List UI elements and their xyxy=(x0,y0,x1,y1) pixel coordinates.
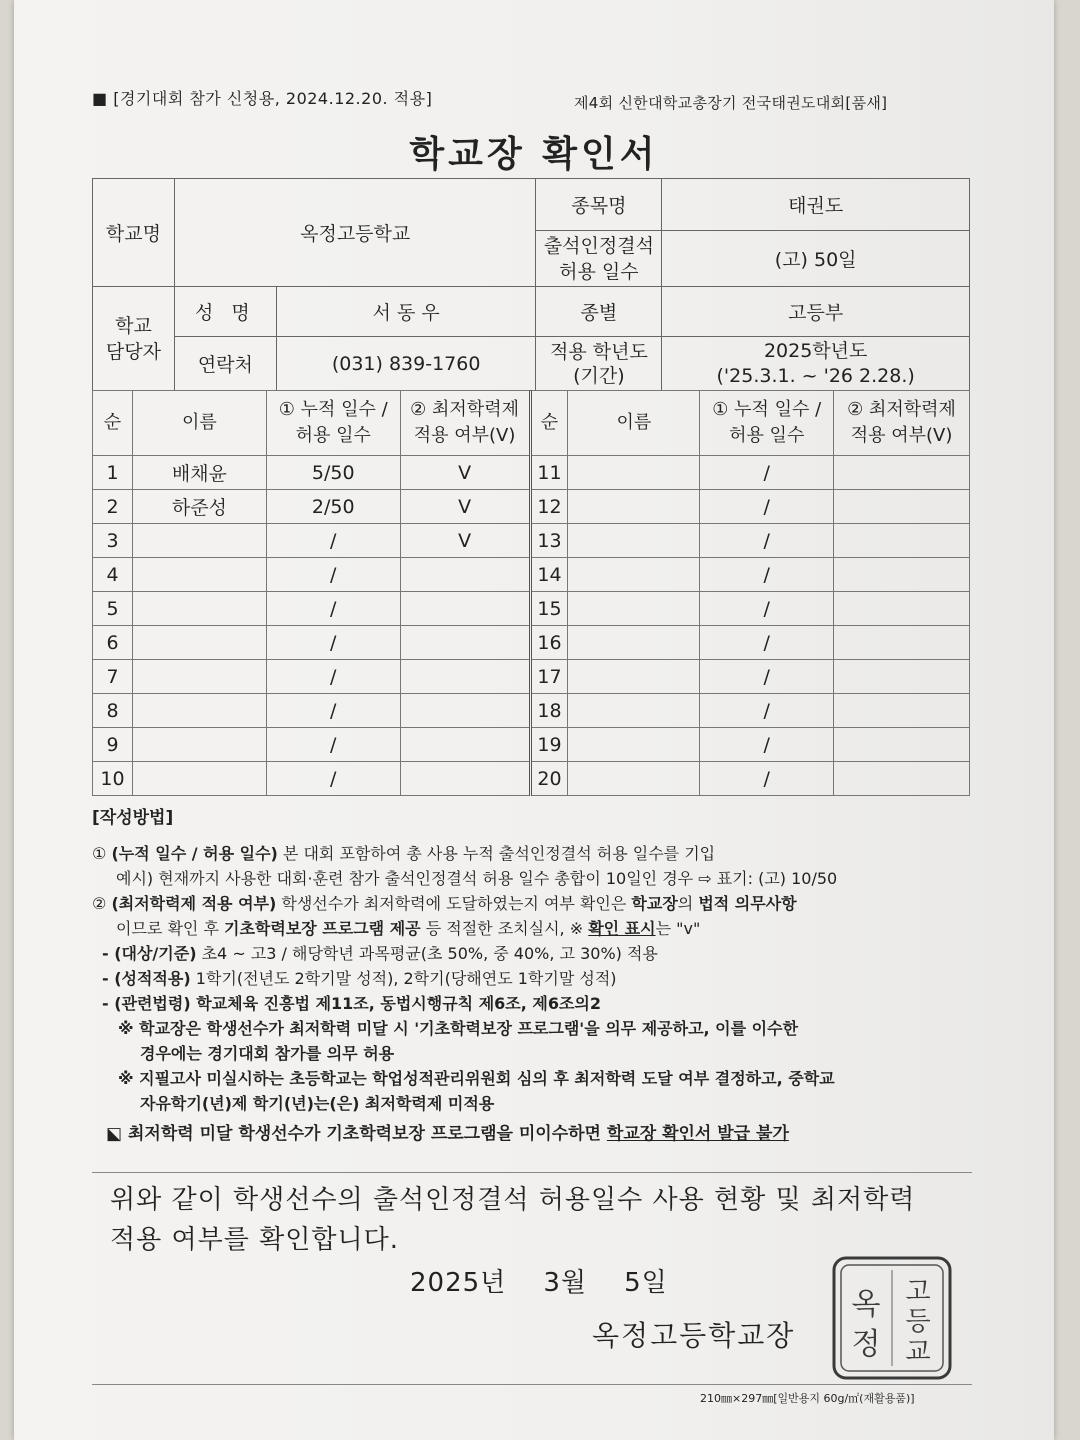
detail-grades-label: - (성적적용) xyxy=(102,969,191,988)
row-no: 11 xyxy=(530,456,568,490)
student-name xyxy=(568,592,700,626)
allowed-days: / xyxy=(266,592,400,626)
row-no: 8 xyxy=(93,694,133,728)
sport-value: 태권도 xyxy=(662,179,970,231)
divider-top xyxy=(92,1172,972,1173)
student-name xyxy=(132,592,266,626)
table-row xyxy=(93,558,970,592)
row-no: 20 xyxy=(530,762,568,796)
instruction-1-bold: (누적 일수 / 허용 일수) xyxy=(111,844,278,863)
header-min-left xyxy=(400,391,530,456)
header-days-right-line2: 허용 일수 xyxy=(729,425,805,446)
row-no: 15 xyxy=(530,592,568,626)
confirmation-line2: 적용 여부를 확인합니다. xyxy=(110,1225,399,1255)
min-grade-check xyxy=(834,626,970,660)
allowed-days: / xyxy=(266,660,400,694)
instruction-1-mark: ① xyxy=(92,844,107,863)
allowed-days: 2/50 xyxy=(266,490,400,524)
student-name: 하준성 xyxy=(132,490,266,524)
date-day: 5일 xyxy=(624,1268,668,1298)
table-row xyxy=(93,592,970,626)
row-no: 3 xyxy=(93,524,133,558)
divider-bottom xyxy=(92,1384,972,1385)
header-no-left: 순 xyxy=(93,391,133,456)
min-grade-check xyxy=(834,660,970,694)
confirmation-line1: 위와 같이 학생선수의 출석인정결석 허용일수 사용 현황 및 최저학력 xyxy=(110,1185,916,1215)
instruction-2-text-c: 의 xyxy=(677,894,699,913)
min-grade-check xyxy=(400,728,530,762)
header-min-right xyxy=(834,391,970,456)
table-row xyxy=(93,524,970,558)
svg-text:정: 정 xyxy=(851,1327,881,1362)
staff-label-line2: 담당자 xyxy=(105,340,161,363)
instructions xyxy=(92,806,992,1147)
note-1-line1: ※ 학교장은 학생선수가 최저학력 미달 시 '기초학력보장 프로그램'을 의무 제공하고, 이를 이수한 xyxy=(118,1019,799,1038)
student-name xyxy=(132,660,266,694)
min-grade-check xyxy=(834,456,970,490)
year-label-line2: (기간) xyxy=(573,364,625,387)
note-2-line1: ※ 지필고사 미실시하는 초등학교는 학업성적관리위원회 심의 후 최저학력 도달 여부 결정하고, 중학교 xyxy=(118,1069,835,1088)
table-header-row xyxy=(93,391,970,456)
min-grade-check xyxy=(834,762,970,796)
year-label xyxy=(536,337,662,391)
instruction-1-text: 본 대회 포함하여 총 사용 누적 출석인정결석 허용 일수를 기입 xyxy=(277,844,716,863)
row-no: 2 xyxy=(93,490,133,524)
student-name xyxy=(132,626,266,660)
allowed-days: / xyxy=(700,626,834,660)
table-row xyxy=(93,728,970,762)
row-no: 19 xyxy=(530,728,568,762)
allowed-days: / xyxy=(700,558,834,592)
min-grade-check xyxy=(834,490,970,524)
table-row xyxy=(93,456,970,490)
detail-target xyxy=(92,941,992,966)
header-days-right-line1: ① 누적 일수 / xyxy=(712,399,822,420)
contact-value: (031) 839-1760 xyxy=(276,337,536,391)
document-page xyxy=(14,0,1054,1440)
row-no: 4 xyxy=(93,558,133,592)
row-no: 7 xyxy=(93,660,133,694)
student-name xyxy=(568,660,700,694)
allowed-days: / xyxy=(700,694,834,728)
student-name xyxy=(568,728,700,762)
header-name-left: 이름 xyxy=(132,391,266,456)
issue-date xyxy=(410,1262,668,1299)
instruction-2-mark: ② xyxy=(92,894,107,913)
allowed-days: / xyxy=(266,558,400,592)
header-no-right: 순 xyxy=(530,391,568,456)
student-name xyxy=(132,558,266,592)
header-days-left xyxy=(266,391,400,456)
date-month: 3월 xyxy=(543,1268,588,1298)
instruction-2-text-e: 이므로 확인 후 xyxy=(116,919,224,938)
instructions-heading: [작성방법] xyxy=(92,808,174,828)
row-no: 9 xyxy=(93,728,133,762)
warning-underline: 학교장 확인서 발급 불가 xyxy=(606,1124,789,1144)
student-name xyxy=(568,762,700,796)
row-no: 12 xyxy=(530,490,568,524)
detail-grades xyxy=(92,966,992,991)
name-label: 성 명 xyxy=(174,287,276,337)
min-grade-check xyxy=(400,558,530,592)
header-name-right: 이름 xyxy=(568,391,700,456)
row-no: 18 xyxy=(530,694,568,728)
allowed-days: / xyxy=(266,524,400,558)
table-row xyxy=(93,762,970,796)
allowed-days: / xyxy=(700,490,834,524)
student-name xyxy=(568,626,700,660)
svg-text:등: 등 xyxy=(905,1307,931,1337)
header-min-right-line1: ② 최저학력제 xyxy=(847,399,956,420)
min-grade-check xyxy=(400,626,530,660)
header-min-right-line2: 적용 여부(V) xyxy=(850,425,953,446)
student-name xyxy=(568,558,700,592)
min-grade-check xyxy=(834,558,970,592)
header-days-left-line1: ① 누적 일수 / xyxy=(278,399,388,420)
detail-target-label: - (대상/기준) xyxy=(102,944,197,963)
row-no: 14 xyxy=(530,558,568,592)
instruction-2-text-a: 학생선수가 최저학력에 도달하였는지 여부 확인은 xyxy=(276,894,632,913)
warning-text: 최저학력 미달 학생선수가 기초학력보장 프로그램을 미이수하면 xyxy=(122,1124,607,1144)
allowed-days: / xyxy=(266,626,400,660)
header-min-left-line1: ② 최저학력제 xyxy=(410,399,519,420)
table-row xyxy=(93,660,970,694)
date-year: 2025년 xyxy=(410,1268,507,1298)
detail-grades-text: 1학기(전년도 2학기말 성적), 2학기(당해연도 1학기말 성적) xyxy=(190,969,617,988)
svg-text:교: 교 xyxy=(905,1337,931,1367)
school-label: 학교명 xyxy=(93,179,175,287)
period-value: ('25.3.1. ~ '26 2.28.) xyxy=(716,364,915,387)
min-grade-check: V xyxy=(400,490,530,524)
allowed-days: / xyxy=(266,762,400,796)
school-value: 옥정고등학교 xyxy=(174,179,536,287)
allowed-days: / xyxy=(700,524,834,558)
student-name xyxy=(568,456,700,490)
paper-spec: 210㎜×297㎜[일반용지 60g/㎡(재활용품)] xyxy=(700,1392,915,1405)
note-1-line2: 경우에는 경기대회 참가를 의무 허용 xyxy=(140,1044,395,1063)
table-row xyxy=(93,626,970,660)
student-name xyxy=(568,694,700,728)
row-no: 6 xyxy=(93,626,133,660)
min-grade-check xyxy=(400,762,530,796)
detail-law: - (관련법령) 학교체육 진흥법 제11조, 동법시행규칙 제6조, 제6조의2 xyxy=(102,994,602,1013)
confirmation-text xyxy=(110,1180,915,1260)
allowed-days-label-line2: 허용 일수 xyxy=(559,260,639,283)
instruction-1-example: 예시) 현재까지 사용한 대회·훈련 참가 출석인정결석 허용 일수 총합이 10일인 경우 ⇨ 표기: (고) 10/50 xyxy=(116,869,838,888)
header-days-left-line2: 허용 일수 xyxy=(295,425,371,446)
instruction-2 xyxy=(92,891,992,916)
header-min-left-line2: 적용 여부(V) xyxy=(413,425,516,446)
warning xyxy=(92,1122,992,1147)
row-no: 1 xyxy=(93,456,133,490)
min-grade-check xyxy=(834,694,970,728)
allowed-days-value: (고) 50일 xyxy=(662,231,970,287)
allowed-days: 5/50 xyxy=(266,456,400,490)
info-table xyxy=(92,178,970,391)
row-no: 5 xyxy=(93,592,133,626)
allowed-days-label xyxy=(536,231,662,287)
official-seal-icon xyxy=(830,1254,954,1382)
category-label: 종별 xyxy=(536,287,662,337)
staff-label xyxy=(93,287,175,391)
student-name xyxy=(132,728,266,762)
min-grade-check: V xyxy=(400,524,530,558)
min-grade-check: V xyxy=(400,456,530,490)
name-value: 서 동 우 xyxy=(276,287,536,337)
allowed-days: / xyxy=(700,456,834,490)
row-no: 17 xyxy=(530,660,568,694)
note-2-line2: 자유학기(년)제 학기(년)는(은) 최저학력제 미적용 xyxy=(140,1094,495,1113)
instruction-2-text-i: 는 "v" xyxy=(655,919,701,938)
allowed-days: / xyxy=(266,694,400,728)
form-label: ■ [경기대회 참가 신청용, 2024.12.20. 적용] xyxy=(92,89,433,108)
allowed-days: / xyxy=(266,728,400,762)
instruction-2-bold-f: 기초학력보장 프로그램 제공 xyxy=(224,919,421,938)
min-grade-check xyxy=(834,592,970,626)
student-name: 배채윤 xyxy=(132,456,266,490)
row-no: 10 xyxy=(93,762,133,796)
detail-target-text: 초4 ~ 고3 / 해당학년 과목평균(초 50%, 중 40%, 고 30%) 적용 xyxy=(196,944,658,963)
year-value-line1: 2025학년도 xyxy=(763,339,868,362)
allowed-days: / xyxy=(700,660,834,694)
page-title: 학교장 확인서 xyxy=(409,134,659,175)
allowed-days: / xyxy=(700,762,834,796)
staff-label-line1: 학교 xyxy=(115,314,152,337)
table-row xyxy=(93,490,970,524)
student-name xyxy=(132,524,266,558)
instruction-1 xyxy=(92,841,992,866)
min-grade-check xyxy=(400,694,530,728)
table-row xyxy=(93,694,970,728)
svg-text:고: 고 xyxy=(905,1277,931,1307)
allowed-days-label-line1: 출석인정결석 xyxy=(543,234,654,257)
year-label-line1: 적용 학년도 xyxy=(549,340,648,363)
row-no: 16 xyxy=(530,626,568,660)
min-grade-check xyxy=(834,524,970,558)
year-value xyxy=(662,337,970,391)
min-grade-check xyxy=(400,660,530,694)
instruction-2-text-g: 등 적절한 조치실시, ※ xyxy=(420,919,589,938)
principal-name: 옥정고등학교장 xyxy=(592,1319,796,1352)
svg-text:옥: 옥 xyxy=(851,1287,881,1322)
allowed-days: / xyxy=(700,728,834,762)
header-days-right xyxy=(700,391,834,456)
warning-icon: ⬕ xyxy=(106,1124,123,1144)
min-grade-check xyxy=(400,592,530,626)
instruction-2-bold-h: 확인 표시 xyxy=(588,919,656,938)
student-name xyxy=(568,490,700,524)
instruction-2-cont xyxy=(92,916,992,941)
contact-label: 연락처 xyxy=(174,337,276,391)
row-no: 13 xyxy=(530,524,568,558)
student-name xyxy=(568,524,700,558)
event-name: 제4회 신한대학교총장기 전국태권도대회[품새] xyxy=(574,94,888,112)
instruction-2-bold: (최저학력제 적용 여부) xyxy=(111,894,277,913)
allowed-days: / xyxy=(700,592,834,626)
instruction-2-bold-d: 법적 의무사항 xyxy=(698,894,797,913)
sport-label: 종목명 xyxy=(536,179,662,231)
student-table xyxy=(92,390,970,796)
student-name xyxy=(132,694,266,728)
category-value: 고등부 xyxy=(662,287,970,337)
instruction-2-bold-b: 학교장 xyxy=(631,894,678,913)
min-grade-check xyxy=(834,728,970,762)
student-name xyxy=(132,762,266,796)
